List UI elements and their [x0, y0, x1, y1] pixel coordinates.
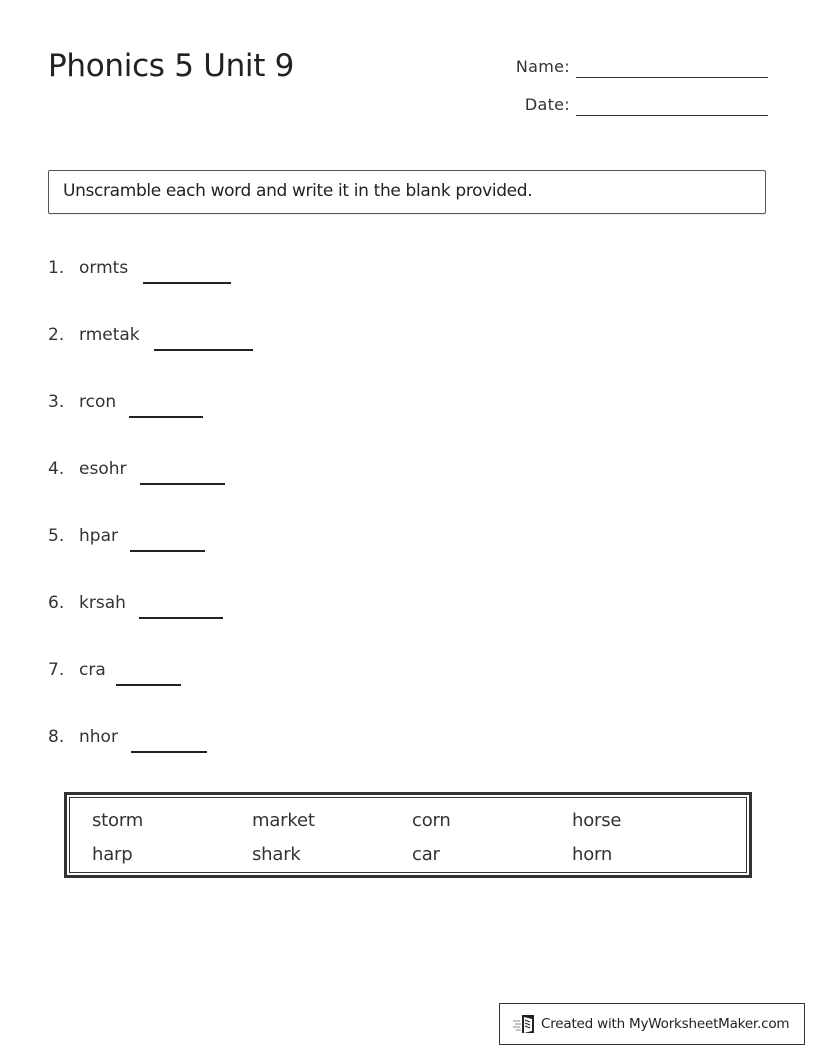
- answer-blank[interactable]: [131, 751, 207, 753]
- word-bank-item: car: [412, 844, 440, 865]
- question-number: 8.: [48, 727, 65, 747]
- answer-blank[interactable]: [130, 550, 205, 552]
- question-number: 7.: [48, 660, 65, 680]
- scrambled-word: krsah: [79, 593, 126, 613]
- date-label: Date:: [524, 95, 570, 114]
- scrambled-word: rmetak: [79, 325, 140, 345]
- answer-blank[interactable]: [139, 617, 223, 619]
- question-number: 4.: [48, 459, 65, 479]
- date-blank-line[interactable]: [576, 115, 768, 116]
- scrambled-word: esohr: [79, 459, 127, 479]
- scrambled-word: cra: [79, 660, 106, 680]
- question-number: 3.: [48, 392, 65, 412]
- word-bank-item: corn: [412, 810, 451, 831]
- question-number: 5.: [48, 526, 65, 546]
- word-bank-item: harp: [92, 844, 133, 865]
- answer-blank[interactable]: [129, 416, 203, 418]
- footer-text: Created with MyWorksheetMaker.com: [541, 1016, 790, 1032]
- scrambled-word: hpar: [79, 526, 118, 546]
- scrambled-word: nhor: [79, 727, 118, 747]
- name-blank-line[interactable]: [576, 77, 768, 78]
- worksheet-title: Phonics 5 Unit 9: [48, 48, 295, 84]
- word-bank-item: horn: [572, 844, 613, 865]
- date-field: [470, 92, 768, 116]
- word-bank-inner: [69, 797, 747, 873]
- word-bank-item: horse: [572, 810, 622, 831]
- scrambled-word: rcon: [79, 392, 117, 412]
- answer-blank[interactable]: [143, 282, 231, 284]
- question-number: 1.: [48, 258, 65, 278]
- instructions-text: Unscramble each word and write it in the blank provided.: [63, 181, 533, 201]
- word-bank: [64, 792, 752, 878]
- question-number: 2.: [48, 325, 65, 345]
- instructions-box: [48, 170, 766, 214]
- answer-blank[interactable]: [116, 684, 181, 686]
- answer-blank[interactable]: [154, 349, 253, 351]
- word-bank-item: shark: [252, 844, 301, 865]
- worksheet-maker-logo-icon: [512, 1013, 538, 1035]
- word-bank-item: storm: [92, 810, 144, 831]
- word-bank-item: market: [252, 810, 315, 831]
- answer-blank[interactable]: [140, 483, 225, 485]
- name-label: Name:: [515, 57, 570, 76]
- footer-attribution[interactable]: [499, 1003, 805, 1045]
- scrambled-word: ormts: [79, 258, 129, 278]
- question-number: 6.: [48, 593, 65, 613]
- name-field: [470, 54, 768, 78]
